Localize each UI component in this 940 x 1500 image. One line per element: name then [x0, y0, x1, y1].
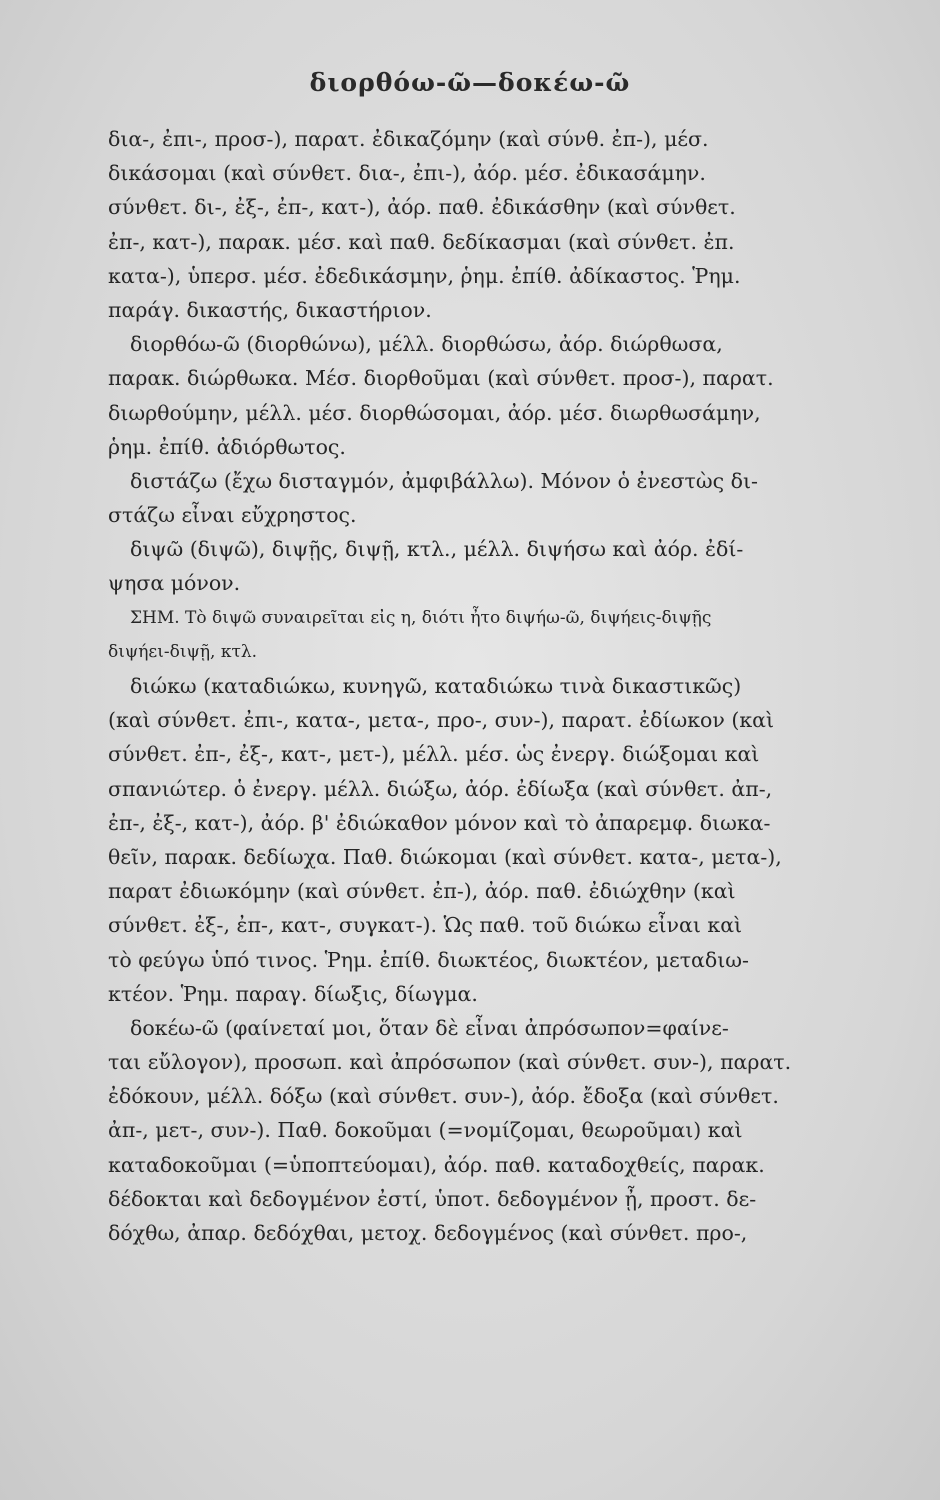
- text-line: σύνθετ. ἐξ-, ἐπ-, κατ-, συγκατ-). Ὡς παθ. τοῦ διώκω εἶναι καὶ: [108, 913, 743, 938]
- text-line: παρατ ἐδιωκόμην (καὶ σύνθετ. ἐπ-), ἀόρ. παθ. ἐδιώχθην (καὶ: [108, 879, 736, 904]
- entry-headword-line: διορθόω-ῶ (διορθώνω), μέλλ. διορθώσω, ἀόρ. διώρθωσα,: [130, 332, 723, 357]
- text-line: σπανιώτερ. ὁ ἐνεργ. μέλλ. διώξω, ἀόρ. ἐδίωξα (καὶ σύνθετ. ἀπ-,: [108, 776, 773, 801]
- body-text: [108, 122, 826, 1250]
- text-line: κτέον. Ῥημ. παραγ. δίωξις, δίωγμα.: [108, 981, 478, 1006]
- text-line: ῥημ. ἐπίθ. ἀδιόρθωτος.: [108, 434, 346, 459]
- entry-headword-line: διώκω (καταδιώκω, κυνηγῶ, καταδιώκω τινὰ δικαστικῶς): [130, 674, 742, 698]
- text-line: ψησα μόνον.: [108, 571, 241, 596]
- text-line: δικάσομαι (καὶ σύνθετ. δια-, ἐπι-), ἀόρ. μέσ. ἐδικασάμην.: [108, 161, 706, 186]
- text-line: δόχθω, ἀπαρ. δεδόχθαι, μετοχ. δεδογμένος (καὶ σύνθετ. προ-,: [108, 1221, 748, 1245]
- text-line: ἀπ-, μετ-, συν-). Παθ. δοκοῦμαι (=νομίζομαι, θεωροῦμαι) καὶ: [108, 1118, 743, 1143]
- text-line: ἐδόκουν, μέλλ. δόξω (καὶ σύνθετ. συν-), ἀόρ. ἔδοξα (καὶ σύνθετ.: [108, 1084, 779, 1109]
- text-line: (καὶ σύνθετ. ἐπι-, κατα-, μετα-, προ-, συν-), παρατ. ἐδίωκον (καὶ: [108, 708, 775, 733]
- running-header: διορθόω-ῶ—δοκέω-ῶ: [309, 68, 631, 97]
- text-line: σύνθετ. ἐπ-, ἐξ-, κατ-, μετ-), μέλλ. μέσ. ὡς ἐνεργ. διώξομαι καὶ: [108, 742, 760, 767]
- text-line: ται εὔλογον), προσωπ. καὶ ἀπρόσωπον (καὶ σύνθετ. συν-), παρατ.: [108, 1050, 792, 1075]
- text-line: τὸ φεύγω ὑπό τινος. Ῥημ. ἐπίθ. διωκτέος, διωκτέον, μεταδιω-: [108, 947, 749, 972]
- text-line: σύνθετ. δι-, ἐξ-, ἐπ-, κατ-), ἀόρ. παθ. ἐδικάσθην (καὶ σύνθετ.: [108, 195, 736, 220]
- entry-headword-line: διστάζω (ἔχω δισταγμόν, ἀμφιβάλλω). Μόνον ὁ ἐνεστὼς δι-: [130, 468, 758, 493]
- text-line: καταδοκοῦμαι (=ὑποπτεύομαι), ἀόρ. παθ. καταδοχθείς, παρακ.: [108, 1152, 765, 1177]
- text-line: παράγ. δικαστής, δικαστήριον.: [108, 297, 432, 322]
- entry-headword-line: δοκέω-ῶ (φαίνεταί μοι, ὅταν δὲ εἶναι ἀπρόσωπον=φαίνε-: [130, 1015, 729, 1040]
- text-line: δέδοκται καὶ δεδογμένον ἐστί, ὑποτ. δεδογμένον ᾖ, προστ. δε-: [108, 1186, 757, 1211]
- entry-headword-line: διψῶ (διψῶ), διψῇς, διψῇ, κτλ., μέλλ. διψήσω καὶ ἀόρ. ἐδί-: [130, 537, 744, 562]
- note-line: διψήει-διψῇ, κτλ.: [108, 641, 258, 662]
- text-line: διωρθούμην, μέλλ. μέσ. διορθώσομαι, ἀόρ. μέσ. διωρθωσάμην,: [108, 400, 761, 425]
- text-line: παρακ. διώρθωκα. Μέσ. διορθοῦμαι (καὶ σύνθετ. προσ-), παρατ.: [108, 366, 774, 391]
- text-line: ἐπ-, ἐξ-, κατ-), ἀόρ. β' ἐδιώκαθον μόνον καὶ τὸ ἀπαρεμφ. διωκα-: [108, 810, 771, 835]
- text-line: δια-, ἐπι-, προσ-), παρατ. ἐδικαζόμην (καὶ σύνθ. ἐπ-), μέσ.: [108, 127, 709, 151]
- note-line: ΣΗΜ. Τὸ διψῶ συναιρεῖται εἰς η, διότι ἦτο διψήω-ῶ, διψήεις-διψῇς: [130, 607, 712, 628]
- text-line: στάζω εἶναι εὔχρηστος.: [108, 503, 357, 528]
- text-line: κατα-), ὑπερσ. μέσ. ἐδεδικάσμην, ῥημ. ἐπίθ. ἀδίκαστος. Ῥημ.: [108, 263, 741, 288]
- text-line: θεῖν, παρακ. δεδίωχα. Παθ. διώκομαι (καὶ σύνθετ. κατα-, μετα-),: [108, 844, 782, 869]
- text-line: ἐπ-, κατ-), παρακ. μέσ. καὶ παθ. δεδίκασμαι (καὶ σύνθετ. ἐπ.: [108, 229, 735, 254]
